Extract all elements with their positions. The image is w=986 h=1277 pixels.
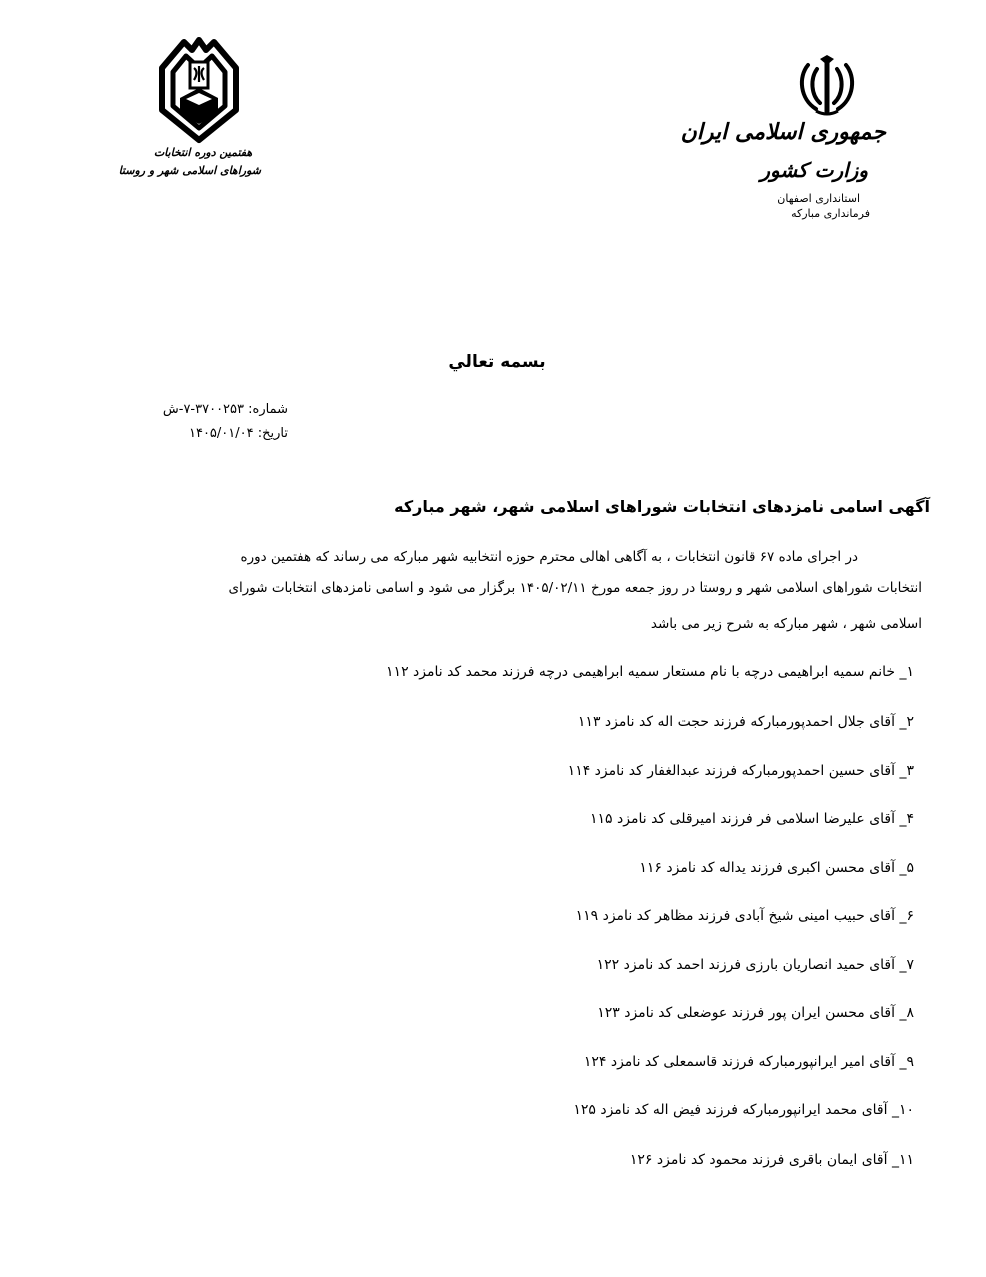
candidate-item: ۲_ آقای جلال احمدپورمبارکه فرزند حجت اله کد نامزد ۱۱۳: [577, 714, 914, 730]
candidate-item: ۱_ خانم سمیه ابراهیمی درچه با نام مستعار سمیه ابراهیمی درچه فرزند محمد کد نامزد ۱۱۲: [386, 664, 914, 680]
basmala-text: بسمه تعالي: [448, 352, 546, 372]
elections-logo-caption-line1: هفتمین دوره انتخابات: [153, 146, 253, 159]
candidate-item: ۱۰_ آقای محمد ایرانپورمبارکه فرزند فیض اله کد نامزد ۱۲۵: [573, 1102, 914, 1118]
basmala-heading: [0, 352, 986, 372]
letter-number: شماره: ۳۷۰۰۲۵۳-۷-ش: [162, 402, 288, 417]
elections-logo-caption-line2: شوراهای اسلامی شهر و روستا: [118, 164, 261, 177]
iran-emblem-icon: [798, 55, 856, 117]
candidate-item: ۱۱_ آقای ایمان باقری فرزند محمود کد نامزد ۱۲۶: [629, 1152, 914, 1168]
body-paragraph-line: اسلامی شهر ، شهر مبارکه به شرح زیر می باشد: [650, 616, 922, 632]
notice-title: آگهی اسامی نامزدهای انتخابات شوراهای اسلامی شهر، شهر مبارکه: [394, 497, 930, 516]
candidate-item: ۵_ آقای محسن اکبری فرزند یداله کد نامزد ۱۱۶: [639, 860, 914, 876]
candidate-item: ۹_ آقای امیر ایرانپورمبارکه فرزند قاسمعلی کد نامزد ۱۲۴: [583, 1054, 914, 1070]
candidate-item: ۸_ آقای محسن ایران پور فرزند عوضعلی کد نامزد ۱۲۳: [597, 1005, 914, 1021]
body-paragraph-line: در اجرای ماده ۶۷ قانون انتخابات ، به آگاهی اهالی محترم حوزه انتخابیه شهر مبارکه می رساند که هفتمین دوره: [240, 549, 858, 565]
country-name: جمهوری اسلامی ایران: [680, 119, 886, 145]
body-paragraph-line: انتخابات شوراهای اسلامی شهر و روستا در روز جمعه مورخ ۱۴۰۵/۰۲/۱۱ برگزار می شود و اسامی نامزدهای انتخابات شورای: [228, 580, 922, 596]
ministry-header: [680, 55, 888, 230]
letter-date: تاریخ: ۱۴۰۵/۰۱/۰۴: [188, 426, 288, 441]
ministry-name: وزارت کشور: [760, 158, 868, 182]
candidate-item: ۷_ آقای حمید انصاریان بارزی فرزند احمد کد نامزد ۱۲۲: [596, 957, 914, 973]
province-office: استانداری اصفهان: [777, 192, 860, 205]
county-office: فرمانداری مبارکه: [791, 207, 870, 220]
candidate-item: ۶_ آقای حبیب امینی شیخ آبادی فرزند مظاهر کد نامزد ۱۱۹: [575, 908, 914, 924]
candidate-item: ۴_ آقای علیرضا اسلامی فر فرزند امیرقلی کد نامزد ۱۱۵: [590, 811, 914, 827]
elections-logo: [118, 36, 261, 191]
elections-emblem-icon: [156, 36, 242, 144]
candidate-item: ۳_ آقای حسین احمدپورمبارکه فرزند عبدالغفار کد نامزد ۱۱۴: [567, 763, 914, 779]
